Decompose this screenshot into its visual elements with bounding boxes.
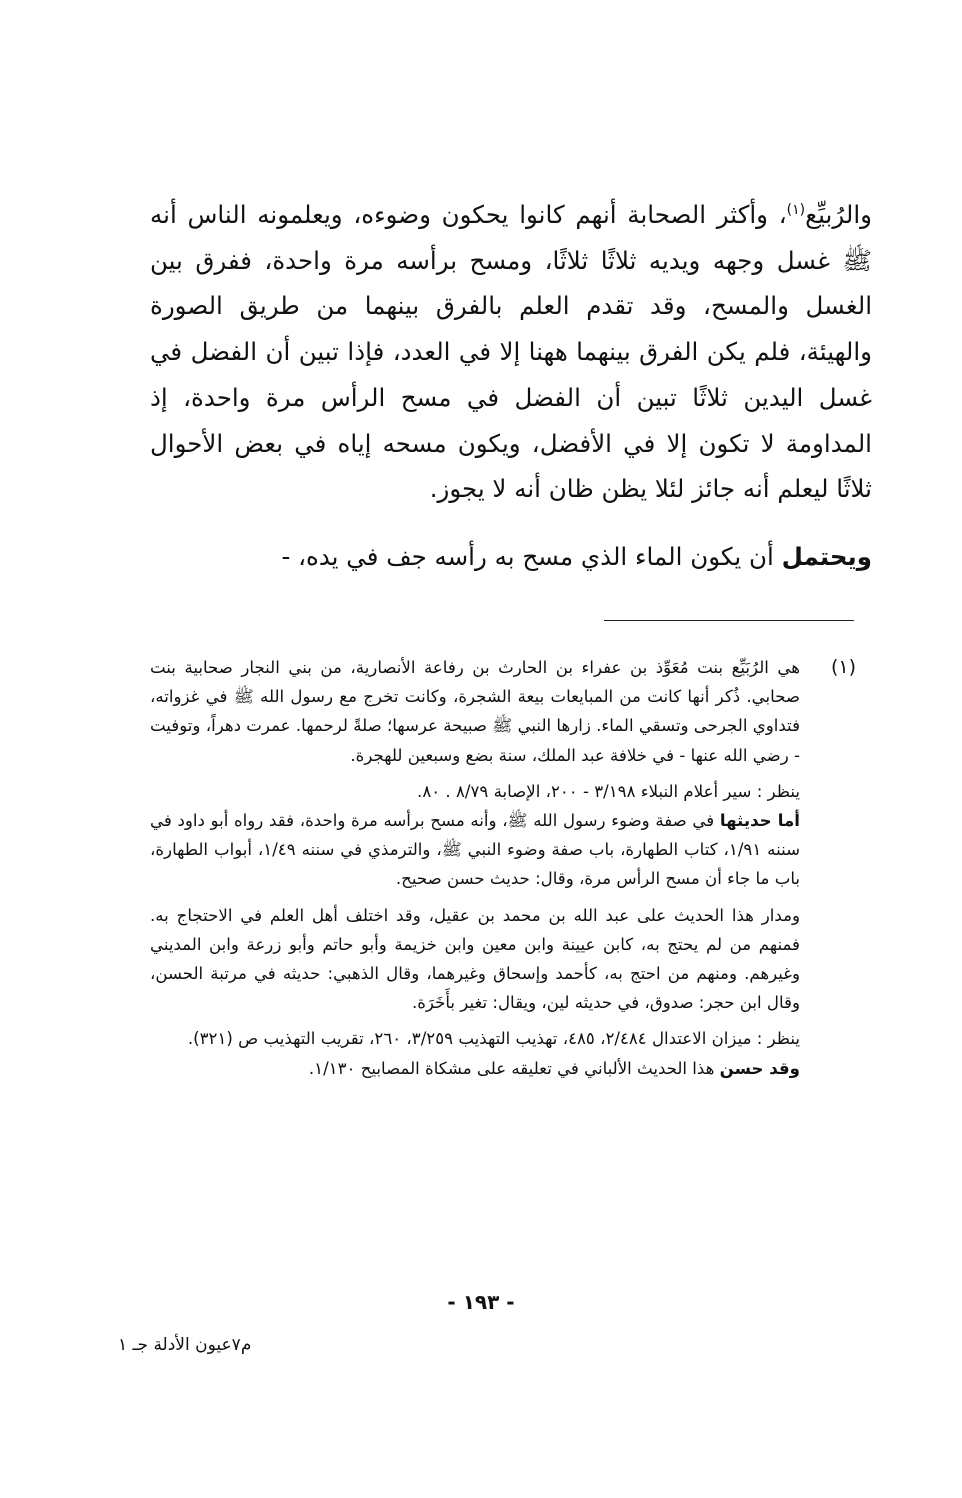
footnote-paragraph-6-body: هذا الحديث الألباني في تعليقه على مشكاة المصابيح ١/١٣٠. — [308, 1058, 720, 1078]
footnote-paragraph-4: ومدار هذا الحديث على عبد الله بن محمد بن عقيل، وقد اختلف أهل العلم في الاحتجاج به. فمنهم من لم يحتج به، كابن عيينة وابن معين وابن خزيمة وأبو حاتم وأبو زرعة وابن المديني وغيرهم. ومنهم من احتج به، كأحمد وإسحاق وغيرهما، وقال الذهبي: حديثه في مرتبة الحسن، وقال ابن حجر: صدوق، في حديثه لين، ويقال: تغير بأَخَرَة. — [150, 905, 800, 1013]
main-paragraph-2 — [150, 534, 872, 580]
footnote-paragraph-3 — [150, 806, 800, 894]
footnote-paragraph-1: هي الرُبَيِّع بنت مُعَوِّذ بن عفراء بن الحارث بن رفاعة الأنصارية، من بني النجار صحابية بنت صحابي. ذُكر أنها كانت من المبايعات بيعة الشجرة، وكانت تخرج مع رسول الله ﷺ في غزواته، فتداوي الجرحى وتسقي الماء. زارها النبي ﷺ صبيحة عرسها؛ صلةً لرحمها. عمرت دهراً، وتوفيت - رضي الله عنها - في خلافة عبد الملك، سنة بضع وسبعين للهجرة. — [150, 658, 800, 765]
footnote-number: (١) — [830, 656, 856, 678]
main-paragraph-1-start: والرُبيِّع — [805, 200, 872, 229]
footnote-paragraph-5: ينظر : ميزان الاعتدال ٢/٤٨٤، ٤٨٥، تهذيب التهذيب ٣/٢٥٩، ٢٦٠، تقريب التهذيب ص (٣٢١). — [187, 1029, 800, 1049]
footnote — [150, 653, 800, 1083]
footnote-paragraph-3-body: في صفة وضوء رسول الله ﷺ، وأنه مسح برأسه مرة واحدة، فقد رواه أبو داود في سننه ١/٩١، كتاب الطهارة، باب صفة وضوء النبي ﷺ، والترمذي في سننه ١/٤٩، أبواب الطهارة، باب ما جاء أن مسح الرأس مرة، وقال: حديث حسن صحيح. — [150, 811, 800, 889]
main-paragraph-1 — [150, 192, 872, 512]
printer-signature: م٧عيون الأدلة جـ ١ — [118, 1335, 252, 1355]
footnote-divider — [604, 620, 854, 621]
footnote-paragraph-2: ينظر : سير أعلام النبلاء ٣/١٩٨ - ٢٠٠، الإصابة ٨/٧٩ . ٨٠. — [417, 781, 800, 801]
footnote-reference: (١) — [786, 201, 806, 218]
main-paragraph-2-body: أن يكون الماء الذي مسح به رأسه جف في يده، - — [281, 541, 782, 571]
page-number: - ١٩٣ - — [447, 1290, 515, 1314]
main-paragraph-2-lead: ويحتمل — [781, 541, 872, 571]
footnote-paragraph-3-lead: أما حديثها — [719, 811, 800, 831]
main-text — [150, 192, 872, 580]
footnote-paragraph-6-lead: وقد حسن — [719, 1058, 800, 1078]
footnote-paragraph-6 — [150, 1054, 800, 1083]
main-paragraph-1-body: ، وأكثر الصحابة أنهم كانوا يحكون وضوءه، ويعلمونه الناس أنه ﷺ غسل وجهه ويديه ثلاثًا ثلاثًا، ومسح برأسه مرة واحدة، ففرق بين الغسل والمسح، وقد تقدم العلم بالفرق بينهما من طريق الصورة والهيئة، فلم يكن الفرق بينهما ههنا إلا في العدد، فإذا تبين أن الفضل في غسل اليدين ثلاثًا تبين أن الفضل في مسح الرأس مرة واحدة، إذ المداومة لا تكون إلا في الأفضل، ويكون مسحه إياه في بعض الأحوال ثلاثًا ليعلم أنه جائز لئلا يظن ظان أنه لا يجوز. — [150, 200, 872, 504]
